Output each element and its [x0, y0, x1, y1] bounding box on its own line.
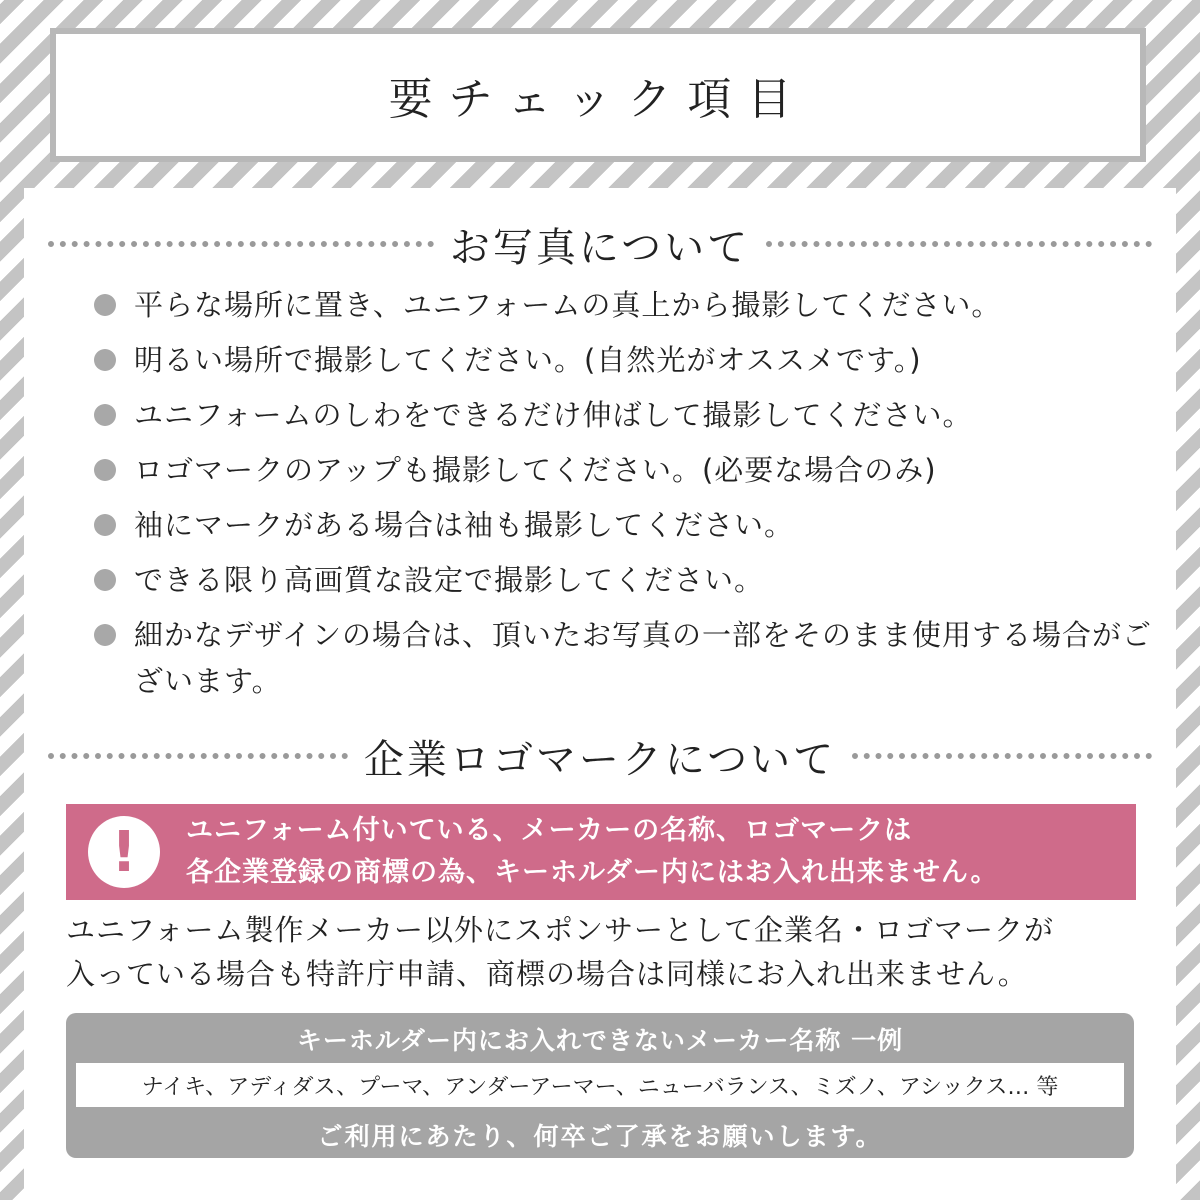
photo-checklist	[94, 282, 1154, 713]
list-item-text: 明るい場所で撮影してください。(自然光がオススメです。)	[134, 343, 922, 377]
list-item-text: 袖にマークがある場合は袖も撮影してください。	[134, 508, 795, 542]
example-heading: キーホルダー内にお入れできないメーカー名称 一例	[296, 1026, 904, 1055]
logo-section-title: 企業ロゴマークについて	[363, 736, 837, 783]
sponsor-note-line-2: 入っている場合も特許庁申請、商標の場合は同様にお入れ出来ません。	[66, 957, 1028, 991]
list-item	[94, 612, 1154, 704]
list-item-text: 細かなデザインの場合は、頂いたお写真の一部をそのまま使用する場合がございます。	[134, 618, 1152, 698]
bullet-dot-icon	[94, 404, 116, 426]
list-item	[94, 337, 1154, 383]
sponsor-note-line-1: ユニフォーム製作メーカー以外にスポンサーとして企業名・ロゴマークが	[66, 913, 1054, 947]
list-item	[94, 557, 1154, 603]
dotted-divider-left	[48, 753, 348, 759]
bullet-dot-icon	[94, 514, 116, 536]
list-item	[94, 392, 1154, 438]
photo-section-title: お写真について	[449, 224, 751, 271]
example-box	[66, 1013, 1134, 1158]
list-item	[94, 282, 1154, 328]
title-box	[50, 28, 1146, 162]
bullet-dot-icon	[94, 349, 116, 371]
photo-section-header	[48, 214, 1152, 274]
warning-text	[186, 810, 999, 894]
bullet-dot-icon	[94, 624, 116, 646]
bullet-dot-icon	[94, 569, 116, 591]
logo-section-header	[48, 726, 1152, 786]
example-brand-list-text: ナイキ、アディダス、プーマ、アンダーアーマー、ニューバランス、ミズノ、アシックス… 等	[141, 1074, 1059, 1100]
list-item-text: ユニフォームのしわをできるだけ伸ばして撮影してください。	[134, 398, 973, 432]
trademark-warning	[66, 804, 1136, 900]
list-item-text: ロゴマークのアップも撮影してください。(必要な場合のみ)	[134, 453, 937, 487]
warning-line-2: 各企業登録の商標の為、キーホルダー内にはお入れ出来ません。	[186, 857, 999, 888]
bullet-dot-icon	[94, 459, 116, 481]
list-item	[94, 502, 1154, 548]
list-item-text: できる限り高画質な設定で撮影してください。	[134, 563, 765, 597]
exclamation-icon: !	[88, 816, 160, 888]
example-footer: ご利用にあたり、何卒ご了承をお願いします。	[317, 1122, 883, 1151]
sponsor-note	[66, 908, 1146, 996]
warning-line-1: ユニフォーム付いている、メーカーの名称、ロゴマークは	[186, 815, 913, 846]
list-item-text: 平らな場所に置き、ユニフォームの真上から撮影してください。	[134, 288, 1002, 322]
dotted-divider-right	[766, 241, 1152, 247]
list-item	[94, 447, 1154, 493]
example-brand-list	[76, 1063, 1124, 1107]
bullet-dot-icon	[94, 294, 116, 316]
dotted-divider-right	[852, 753, 1152, 759]
dotted-divider-left	[48, 241, 434, 247]
page-title: 要チェック項目	[388, 74, 808, 125]
